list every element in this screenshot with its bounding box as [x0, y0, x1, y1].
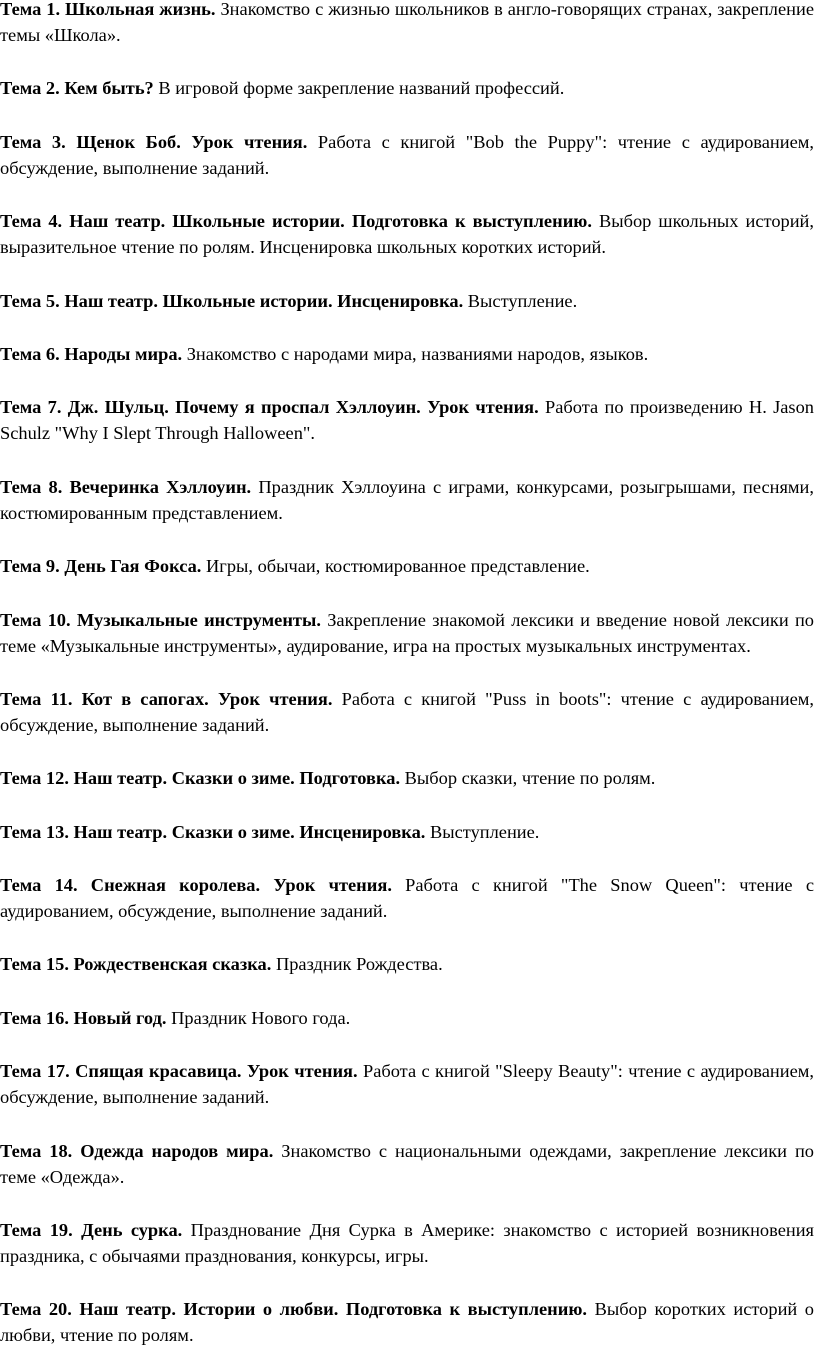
topic-heading-11: Тема 11. Кот в сапогах. Урок чтения.: [0, 688, 333, 709]
topic-heading-12: Тема 12. Наш театр. Сказки о зиме. Подготовка.: [0, 768, 401, 789]
topic-heading-17: Тема 17. Спящая красавица. Урок чтения.: [0, 1061, 358, 1082]
topic-heading-5: Тема 5. Наш театр. Школьные истории. Инсценировка.: [0, 290, 464, 311]
topic-heading-3: Тема 3. Щенок Боб. Урок чтения.: [0, 131, 308, 152]
topic-text-15: Праздник Рождества.: [271, 954, 443, 975]
topic-text-13: Выступление.: [425, 821, 540, 842]
topic-paragraph-10: [0, 607, 814, 659]
topic-paragraph-18: [0, 1138, 814, 1190]
topic-paragraph-2: [0, 75, 814, 101]
topic-heading-16: Тема 16. Новый год.: [0, 1007, 167, 1028]
topic-heading-20: Тема 20. Наш театр. Истории о любви. Подготовка к выступлению.: [0, 1299, 588, 1320]
topic-paragraph-12: [0, 765, 814, 791]
topic-text-10: Закрепление знакомой лексики и введение новой лексики по теме «Музыкальные инструменты», аудирование, игра на простых музыкальных инструментах.: [0, 609, 814, 656]
topic-heading-19: Тема 19. День сурка.: [0, 1220, 183, 1241]
topic-paragraph-4: [0, 208, 814, 260]
topic-paragraph-8: [0, 474, 814, 526]
topic-text-6: Знакомство с народами мира, названиями народов, языков.: [182, 343, 649, 364]
topic-paragraph-11: [0, 686, 814, 738]
topic-paragraph-6: [0, 341, 814, 367]
topic-paragraph-15: [0, 951, 814, 977]
topic-paragraph-9: [0, 553, 814, 579]
topic-paragraph-1: [0, 0, 814, 48]
topic-paragraph-13: [0, 819, 814, 845]
topic-heading-10: Тема 10. Музыкальные инструменты.: [0, 609, 321, 630]
topic-heading-4: Тема 4. Наш театр. Школьные истории. Подготовка к выступлению.: [0, 211, 592, 232]
topic-text-4: Выбор школьных историй, выразительное чтение по ролям. Инсценировка школьных коротких историй.: [0, 211, 814, 258]
topic-heading-9: Тема 9. День Гая Фокса.: [0, 556, 202, 577]
topic-paragraph-20: [0, 1296, 814, 1348]
topic-text-19: Празднование Дня Сурка в Америке: знакомство с историей возникновения праздника, с обычаями празднования, конкурсы, игры.: [0, 1220, 815, 1267]
topic-heading-2: Тема 2. Кем быть?: [0, 78, 154, 99]
topic-paragraph-7: [0, 394, 814, 446]
topic-text-2: В игровой форме закрепление названий профессий.: [153, 78, 565, 99]
topic-text-7: Работа по произведению H. Jason Schulz "Why I Slept Through Halloween".: [0, 397, 814, 444]
topic-text-3: Работа с книгой "Bob the Puppy": чтение с аудированием, обсуждение, выполнение заданий.: [0, 131, 814, 178]
topic-heading-7: Тема 7. Дж. Шульц. Почему я проспал Хэллоуин. Урок чтения.: [0, 397, 539, 418]
topic-heading-14: Тема 14. Снежная королева. Урок чтения.: [0, 875, 392, 896]
topic-text-1: Знакомство с жизнью школьников в англо-говорящих странах, закрепление темы «Школа».: [0, 0, 814, 45]
topic-paragraph-3: [0, 129, 814, 181]
topic-text-5: Выступление.: [463, 290, 578, 311]
topic-heading-1: Тема 1. Школьная жизнь.: [0, 0, 216, 19]
topic-heading-13: Тема 13. Наш театр. Сказки о зиме. Инсценировка.: [0, 821, 426, 842]
topic-paragraph-5: [0, 288, 814, 314]
topic-text-9: Игры, обычаи, костюмированное представление.: [201, 556, 590, 577]
topic-text-20: Выбор коротких историй о любви, чтение по ролям.: [0, 1299, 814, 1346]
topic-paragraph-16: [0, 1005, 814, 1031]
topic-heading-8: Тема 8. Вечеринка Хэллоуин.: [0, 476, 252, 497]
topic-text-8: Праздник Хэллоуина с играми, конкурсами, розыгрышами, песнями, костюмированным представлением.: [0, 476, 814, 523]
topic-paragraph-19: [0, 1217, 814, 1269]
topic-text-17: Работа с книгой "Sleepy Beauty": чтение с аудированием, обсуждение, выполнение заданий.: [0, 1061, 814, 1108]
topic-text-18: Знакомство с национальными одеждами, закрепление лексики по теме «Одежда».: [0, 1140, 814, 1187]
topic-heading-15: Тема 15. Рождественская сказка.: [0, 954, 272, 975]
topic-text-11: Работа с книгой "Puss in boots": чтение с аудированием, обсуждение, выполнение заданий.: [0, 688, 814, 735]
topic-paragraph-14: [0, 872, 814, 924]
topic-text-14: Работа с книгой "The Snow Queen": чтение с аудированием, обсуждение, выполнение заданий.: [0, 875, 814, 922]
topic-heading-6: Тема 6. Народы мира.: [0, 343, 183, 364]
topic-text-16: Праздник Нового года.: [166, 1007, 351, 1028]
topic-paragraph-17: [0, 1058, 814, 1110]
topic-text-12: Выбор сказки, чтение по ролям.: [400, 768, 656, 789]
topic-heading-18: Тема 18. Одежда народов мира.: [0, 1140, 274, 1161]
